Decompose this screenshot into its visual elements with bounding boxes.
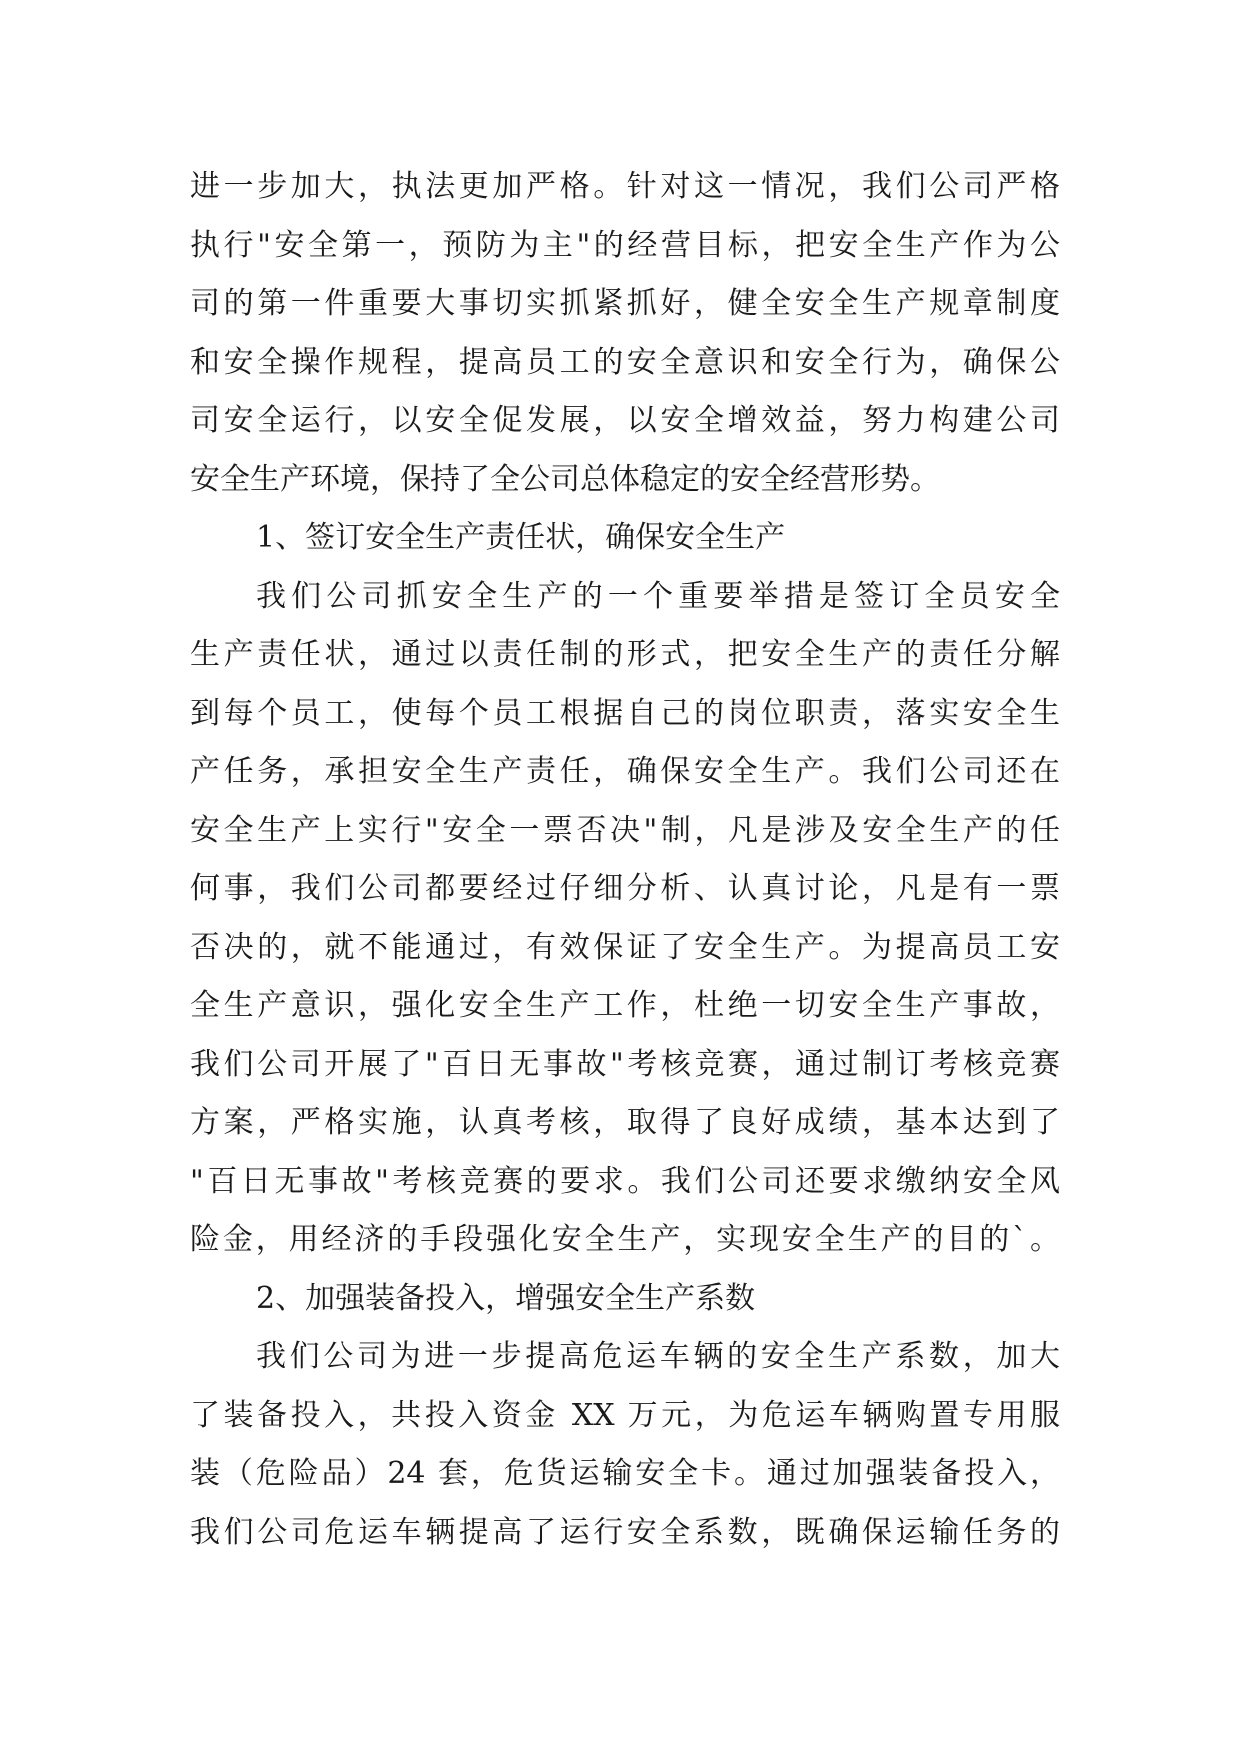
text-line: "百日无事故"考核竞赛的要求。我们公司还要求缴纳安全风 — [190, 1163, 1060, 1199]
text-line: 司安全运行，以安全促发展，以安全增效益，努力构建公司 — [190, 403, 1060, 438]
text-line: 和安全操作规程，提高员工的安全意识和安全行为，确保公 — [190, 344, 1060, 380]
text-line: 全生产意识，强化安全生产工作，杜绝一切安全生产事故， — [190, 988, 1060, 1023]
text-line: 何事，我们公司都要经过仔细分析、认真讨论，凡是有一票 — [190, 871, 1060, 906]
text-line: 安全生产环境，保持了全公司总体稳定的安全经营形势。 — [190, 461, 940, 497]
text-line: 进一步加大，执法更加严格。针对这一情况，我们公司严格 — [190, 169, 1060, 204]
text-line: 我们公司开展了"百日无事故"考核竞赛，通过制订考核竞赛 — [190, 1046, 1060, 1082]
section-heading: 2、加强装备投入，增强安全生产系数 — [256, 1280, 756, 1316]
text-line: 司的第一件重要大事切实抓紧抓好，健全安全生产规章制度 — [190, 286, 1060, 321]
text-line: 我们公司危运车辆提高了运行安全系数，既确保运输任务的 — [190, 1514, 1060, 1550]
text-line: 产任务，承担安全生产责任，确保安全生产。我们公司还在 — [190, 754, 1060, 789]
paragraph-first-line: 我们公司抓安全生产的一个重要举措是签订全员安全 — [256, 578, 1060, 614]
paragraph-first-line: 我们公司为进一步提高危运车辆的安全生产系数，加大 — [256, 1339, 1060, 1374]
text-line: 安全生产上实行"安全一票否决"制，凡是涉及安全生产的任 — [190, 812, 1060, 848]
text-line: 到每个员工，使每个员工根据自己的岗位职责，落实安全生 — [190, 695, 1060, 731]
body-text — [190, 158, 1060, 1562]
text-line: 生产责任状，通过以责任制的形式，把安全生产的责任分解 — [190, 637, 1060, 672]
section-heading: 1、签订安全生产责任状，确保安全生产 — [256, 520, 786, 555]
text-line: 装（危险品）24 套，危货运输安全卡。通过加强装备投入， — [190, 1456, 1060, 1491]
text-line: 了装备投入，共投入资金 XX 万元，为危运车辆购置专用服 — [190, 1397, 1060, 1433]
text-line: 执行"安全第一，预防为主"的经营目标，把安全生产作为公 — [190, 227, 1060, 263]
text-line: 险金，用经济的手段强化安全生产，实现安全生产的目的`。 — [190, 1222, 1060, 1257]
text-line: 方案，严格实施，认真考核，取得了良好成绩，基本达到了 — [190, 1105, 1060, 1140]
text-line: 否决的，就不能通过，有效保证了安全生产。为提高员工安 — [190, 929, 1060, 965]
